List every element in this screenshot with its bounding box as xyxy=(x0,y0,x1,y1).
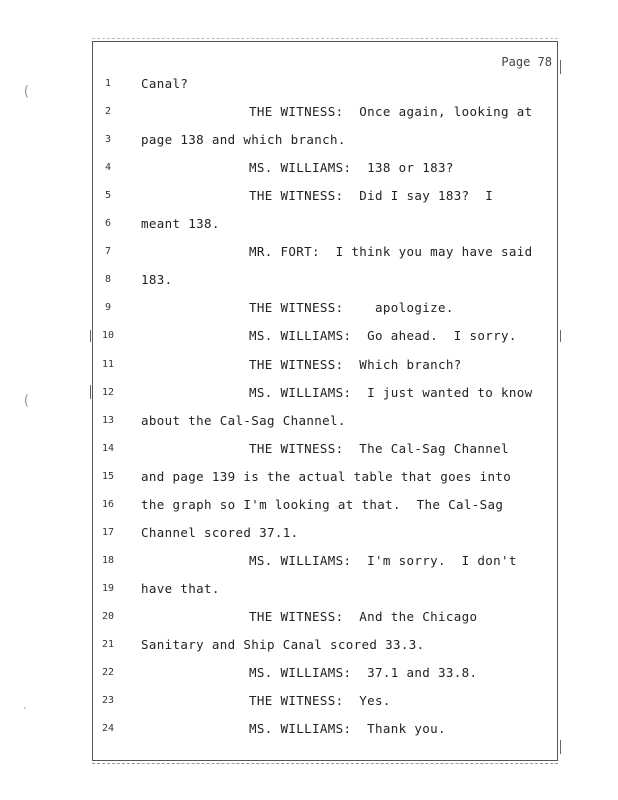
line-number: 17 xyxy=(101,527,115,538)
page-number: Page 78 xyxy=(501,55,552,69)
transcript-line xyxy=(0,497,618,515)
line-text: THE WITNESS: Once again, looking at xyxy=(249,104,533,119)
line-text: MR. FORT: I think you may have said xyxy=(249,244,533,259)
line-number: 9 xyxy=(104,302,112,313)
transcript-line xyxy=(0,272,618,290)
transcript-line xyxy=(0,132,618,150)
line-text: and page 139 is the actual table that goes into xyxy=(141,469,512,484)
line-number: 5 xyxy=(104,190,112,201)
line-text: Channel scored 37.1. xyxy=(141,525,299,540)
line-text: THE WITNESS: The Cal-Sag Channel xyxy=(249,441,509,456)
transcript-line xyxy=(0,525,618,543)
transcript-line xyxy=(0,300,618,318)
line-number: 16 xyxy=(101,499,115,510)
line-number: 10 xyxy=(101,330,115,341)
line-text: meant 138. xyxy=(141,216,220,231)
line-number: 14 xyxy=(101,443,115,454)
line-number: 24 xyxy=(101,723,115,734)
transcript-line xyxy=(0,104,618,122)
line-number: 1 xyxy=(104,78,112,89)
transcript-line xyxy=(0,188,618,206)
line-text: MS. WILLIAMS: 37.1 and 33.8. xyxy=(249,665,478,680)
transcript-line xyxy=(0,216,618,234)
line-text: about the Cal-Sag Channel. xyxy=(141,413,346,428)
line-number: 21 xyxy=(101,639,115,650)
line-number: 19 xyxy=(101,583,115,594)
transcript-line xyxy=(0,609,618,627)
transcript-line xyxy=(0,385,618,403)
transcript-line xyxy=(0,553,618,571)
transcript-line xyxy=(0,441,618,459)
line-text: 183. xyxy=(141,272,173,287)
line-number: 12 xyxy=(101,387,115,398)
line-number: 6 xyxy=(104,218,112,229)
line-text: THE WITNESS: Which branch? xyxy=(249,357,462,372)
transcript-line xyxy=(0,76,618,94)
line-number: 13 xyxy=(101,415,115,426)
transcript-line xyxy=(0,721,618,739)
line-text: THE WITNESS: apologize. xyxy=(249,300,454,315)
line-text: THE WITNESS: And the Chicago xyxy=(249,609,478,624)
line-number: 23 xyxy=(101,695,115,706)
line-number: 4 xyxy=(104,162,112,173)
line-number: 15 xyxy=(101,471,115,482)
line-number: 11 xyxy=(101,359,115,370)
transcript-line xyxy=(0,413,618,431)
line-text: page 138 and which branch. xyxy=(141,132,346,147)
line-text: have that. xyxy=(141,581,220,596)
line-text: MS. WILLIAMS: I just wanted to know xyxy=(249,385,533,400)
transcript-line xyxy=(0,469,618,487)
transcript-line xyxy=(0,581,618,599)
transcript-line xyxy=(0,693,618,711)
line-text: Canal? xyxy=(141,76,189,91)
line-text: MS. WILLIAMS: Go ahead. I sorry. xyxy=(249,328,517,343)
line-number: 22 xyxy=(101,667,115,678)
transcript-line xyxy=(0,357,618,375)
margin-paren-mark: ( xyxy=(22,84,31,100)
line-number: 8 xyxy=(104,274,112,285)
line-number: 2 xyxy=(104,106,112,117)
line-number: 20 xyxy=(101,611,115,622)
transcript-line xyxy=(0,160,618,178)
transcript-line xyxy=(0,637,618,655)
margin-paren-mark: ( xyxy=(22,393,31,409)
transcript-line xyxy=(0,665,618,683)
line-text: the graph so I'm looking at that. The Cal-Sag xyxy=(141,497,504,512)
line-number: 7 xyxy=(104,246,112,257)
line-number: 3 xyxy=(104,134,112,145)
line-text: THE WITNESS: Yes. xyxy=(249,693,391,708)
margin-speck-mark: · xyxy=(22,703,29,714)
line-text: THE WITNESS: Did I say 183? I xyxy=(249,188,494,203)
line-text: Sanitary and Ship Canal scored 33.3. xyxy=(141,637,425,652)
line-text: MS. WILLIAMS: 138 or 183? xyxy=(249,160,454,175)
line-text: MS. WILLIAMS: Thank you. xyxy=(249,721,446,736)
line-number: 18 xyxy=(101,555,115,566)
transcript-line xyxy=(0,328,618,346)
transcript-line xyxy=(0,244,618,262)
line-text: MS. WILLIAMS: I'm sorry. I don't xyxy=(249,553,517,568)
